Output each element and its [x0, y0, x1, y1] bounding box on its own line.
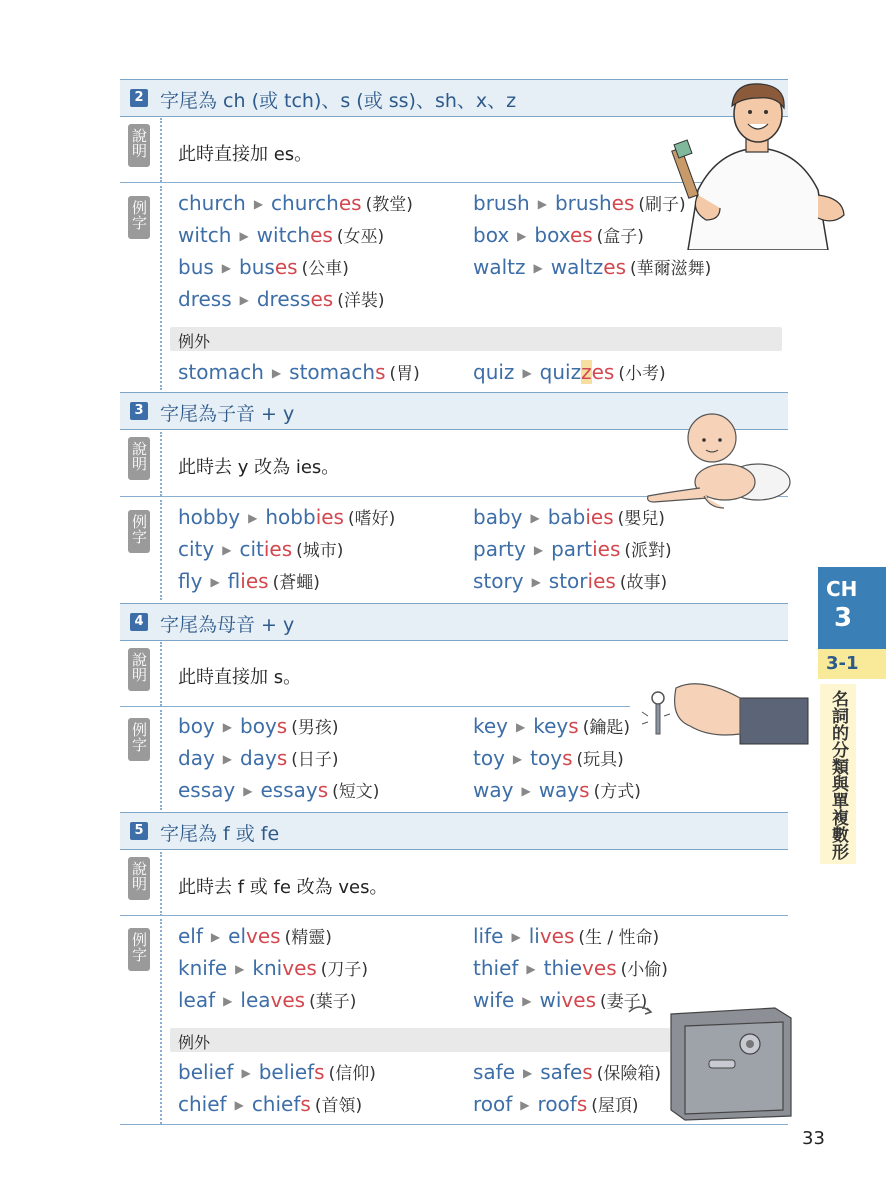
plural-suffix: es	[274, 255, 298, 279]
translation: (保險箱)	[596, 1064, 661, 1084]
exception-bar	[170, 1028, 670, 1052]
tag-text: 例字	[130, 932, 148, 962]
explanation-text: 此時直接加 es。	[178, 144, 313, 165]
dotted-divider	[160, 852, 162, 916]
plural-stem: quiz	[539, 360, 582, 384]
section-title: 字尾為 ch (或 tch)、s (或 ss)、sh、x、z	[160, 90, 517, 112]
plural-suffix: ies	[587, 569, 616, 593]
arrow-icon: ▶	[222, 543, 232, 557]
plural-suffix: ves	[270, 988, 306, 1012]
arrow-icon: ▶	[241, 1066, 251, 1080]
word-pair	[473, 955, 668, 980]
singular: key	[473, 714, 509, 738]
singular: leaf	[178, 988, 216, 1012]
word-pair	[473, 254, 711, 279]
singular: day	[178, 746, 215, 770]
singular: brush	[473, 191, 530, 215]
plural-suffix: es	[611, 191, 635, 215]
arrow-icon: ▶	[210, 575, 220, 589]
chapter-number: 3	[834, 603, 853, 633]
plural-stem: lea	[240, 988, 271, 1012]
plural-stem: safe	[540, 1060, 583, 1084]
translation: (日子)	[291, 750, 339, 770]
plural-suffix: es	[338, 191, 362, 215]
singular: story	[473, 569, 524, 593]
arrow-icon: ▶	[239, 229, 249, 243]
dotted-divider	[160, 432, 162, 496]
dotted-divider	[160, 186, 162, 390]
plural-doubled-letter: z	[581, 360, 592, 384]
translation: (信仰)	[328, 1064, 376, 1084]
dotted-divider	[160, 919, 162, 1124]
hand-holding-key-illustration	[640, 668, 812, 748]
tag-text: 說明	[130, 861, 148, 891]
plural-stem: cit	[239, 537, 264, 561]
plural-stem: witch	[256, 223, 311, 247]
plural-stem: essay	[260, 778, 318, 802]
singular: church	[178, 191, 246, 215]
dotted-divider	[160, 118, 162, 182]
plural-stem: fl	[227, 569, 241, 593]
arrow-icon: ▶	[521, 784, 531, 798]
plural-stem: day	[240, 746, 277, 770]
plural-stem: hobb	[265, 505, 316, 529]
arrow-icon: ▶	[533, 543, 544, 557]
tag-text: 例字	[130, 200, 148, 230]
word-pair	[178, 359, 420, 384]
arrow-icon: ▶	[517, 229, 527, 243]
word-pair	[178, 713, 338, 738]
plural-stem: part	[551, 537, 593, 561]
word-pair	[178, 536, 343, 561]
plural-stem: thie	[543, 956, 583, 980]
section-4-header	[120, 603, 788, 641]
plural-stem: bab	[547, 505, 586, 529]
tag-text: 例字	[130, 722, 148, 752]
arrow-icon: ▶	[253, 197, 264, 211]
word-pair	[178, 504, 395, 529]
plural-suffix: s	[576, 1092, 588, 1116]
plural-suffix: ves	[282, 956, 317, 980]
plural-suffix: ves	[539, 924, 575, 948]
row-divider	[120, 915, 788, 916]
plural-suffix: s	[276, 746, 288, 770]
safe-illustration	[605, 1000, 795, 1122]
translation: (城市)	[296, 541, 344, 561]
plural-suffix: s	[562, 746, 573, 770]
singular: toy	[473, 746, 505, 770]
word-pair	[178, 777, 379, 802]
plural-suffix: ies	[585, 505, 614, 529]
section-number: 3	[130, 402, 148, 420]
exception-label: 例外	[178, 1033, 211, 1052]
translation: (公車)	[301, 259, 349, 279]
translation: (妻子)	[599, 992, 648, 1012]
translation: (華爾滋舞)	[630, 259, 712, 279]
arrow-icon: ▶	[271, 366, 282, 380]
arrow-icon: ▶	[512, 752, 523, 766]
singular: dress	[178, 287, 232, 311]
word-pair	[473, 190, 686, 215]
plural-suffix: es	[591, 360, 615, 384]
plural-suffix: s	[300, 1092, 311, 1116]
singular: thief	[473, 956, 519, 980]
word-pair	[473, 504, 665, 529]
translation: (女巫)	[336, 227, 385, 247]
plural-suffix: s	[579, 778, 590, 802]
singular: knife	[178, 956, 228, 980]
translation: (精靈)	[284, 928, 332, 948]
row-divider	[120, 706, 630, 707]
word-pair	[178, 923, 332, 948]
section-number: 5	[130, 822, 148, 840]
section-title: 字尾為 f 或 fe	[160, 823, 280, 845]
chapter-tab	[818, 567, 886, 649]
plural-suffix: ves	[582, 956, 617, 980]
plural-suffix: es	[310, 223, 333, 247]
translation: (屋頂)	[591, 1096, 639, 1116]
arrow-icon: ▶	[234, 1098, 244, 1112]
singular: box	[473, 223, 510, 247]
arrow-icon: ▶	[248, 511, 258, 525]
tag-text: 說明	[130, 652, 148, 682]
plural-suffix: s	[375, 360, 386, 384]
arrow-icon: ▶	[243, 784, 253, 798]
plural-suffix: ves	[246, 924, 281, 948]
section-label: 3-1	[826, 653, 859, 674]
tag-text: 例字	[130, 514, 148, 544]
explanation-text: 此時去 f 或 fe 改為 ves。	[178, 877, 388, 898]
word-pair	[178, 987, 356, 1012]
explanation-text: 此時直接加 s。	[178, 667, 302, 688]
plural-stem: belief	[258, 1060, 315, 1084]
translation: (派對)	[624, 541, 672, 561]
plural-stem: bus	[239, 255, 275, 279]
arrow-icon: ▶	[222, 720, 233, 734]
arrow-icon: ▶	[526, 962, 536, 976]
explain-tag	[128, 648, 150, 691]
arrow-icon: ▶	[537, 197, 547, 211]
plural-suffix: s	[568, 714, 579, 738]
plural-stem: waltz	[550, 255, 604, 279]
plural-stem: dress	[256, 287, 311, 311]
singular: waltz	[473, 255, 526, 279]
plural-suffix: s	[314, 1060, 325, 1084]
tag-text: 說明	[130, 128, 148, 158]
singular: belief	[178, 1060, 234, 1084]
word-pair	[473, 359, 666, 384]
translation: (葉子)	[309, 992, 357, 1012]
plural-stem: key	[533, 714, 569, 738]
page-number: 33	[802, 1128, 825, 1149]
example-tag	[128, 928, 150, 971]
arrow-icon: ▶	[522, 366, 532, 380]
singular: baby	[473, 505, 523, 529]
translation: (故事)	[619, 573, 668, 593]
word-pair	[178, 222, 384, 247]
plural-suffix: ies	[592, 537, 621, 561]
arrow-icon: ▶	[530, 511, 540, 525]
translation: (嗜好)	[347, 509, 396, 529]
singular: bus	[178, 255, 214, 279]
singular: quiz	[473, 360, 515, 384]
word-pair	[178, 955, 368, 980]
crawling-baby-illustration	[640, 410, 800, 515]
section-title: 字尾為母音 + y	[160, 614, 295, 636]
explain-tag	[128, 437, 150, 480]
arrow-icon: ▶	[222, 752, 233, 766]
plural-stem: stor	[548, 569, 588, 593]
word-pair	[473, 923, 659, 948]
plural-stem: stomach	[289, 360, 376, 384]
plural-suffix: ies	[315, 505, 344, 529]
plural-suffix: s	[317, 778, 329, 802]
section-title: 字尾為子音 + y	[160, 403, 295, 425]
translation: (嬰兒)	[617, 509, 665, 529]
word-pair	[473, 536, 672, 561]
word-pair	[178, 190, 413, 215]
singular: hobby	[178, 505, 241, 529]
translation: (首領)	[314, 1096, 363, 1116]
arrow-icon: ▶	[235, 962, 245, 976]
arrow-icon: ▶	[522, 994, 532, 1008]
arrow-icon: ▶	[239, 293, 249, 307]
section-number: 2	[130, 89, 148, 107]
plural-stem: roof	[537, 1092, 577, 1116]
word-pair	[473, 745, 624, 770]
translation: (男孩)	[291, 718, 339, 738]
section-5-header	[120, 812, 788, 850]
word-pair	[473, 777, 641, 802]
word-pair	[178, 1091, 362, 1116]
plural-suffix: es	[310, 287, 334, 311]
translation: (小考)	[618, 364, 666, 384]
bottom-rule	[120, 1124, 788, 1125]
word-pair	[178, 254, 349, 279]
section-tab	[818, 649, 886, 679]
arrow-icon: ▶	[531, 575, 541, 589]
singular: witch	[178, 223, 232, 247]
translation: (方式)	[593, 782, 641, 802]
word-pair	[473, 222, 644, 247]
example-tag	[128, 510, 150, 553]
singular: chief	[178, 1092, 227, 1116]
translation: (短文)	[332, 782, 380, 802]
arrow-icon: ▶	[210, 930, 221, 944]
plural-stem: el	[228, 924, 247, 948]
translation: (教堂)	[365, 195, 413, 215]
arrow-icon: ▶	[511, 930, 521, 944]
plural-suffix: s	[276, 714, 288, 738]
singular: essay	[178, 778, 236, 802]
plural-suffix: es	[569, 223, 593, 247]
plural-stem: boy	[240, 714, 277, 738]
plural-suffix: ves	[561, 988, 596, 1012]
translation: (鑰匙)	[582, 718, 630, 738]
singular: fly	[178, 569, 203, 593]
singular: life	[473, 924, 504, 948]
singular: party	[473, 537, 526, 561]
explanation-text: 此時去 y 改為 ies。	[178, 457, 340, 478]
explain-tag	[128, 857, 150, 900]
plural-stem: church	[271, 191, 339, 215]
plural-stem: wi	[539, 988, 562, 1012]
example-tag	[128, 196, 150, 239]
plural-stem: kni	[252, 956, 283, 980]
word-pair	[178, 568, 320, 593]
singular: stomach	[178, 360, 264, 384]
translation: (蒼蠅)	[272, 573, 320, 593]
arrow-icon: ▶	[520, 1098, 530, 1112]
dotted-divider	[160, 710, 162, 810]
plural-suffix: ies	[240, 569, 269, 593]
exception-bar	[170, 327, 782, 351]
arrow-icon: ▶	[533, 261, 543, 275]
dotted-divider	[160, 500, 162, 600]
chapter-label: CH	[826, 577, 858, 601]
translation: (盒子)	[596, 227, 644, 247]
plural-stem: chief	[251, 1092, 301, 1116]
painter-man-illustration	[668, 80, 848, 250]
translation: (洋裝)	[337, 291, 385, 311]
singular: city	[178, 537, 215, 561]
singular: wife	[473, 988, 515, 1012]
plural-stem: toy	[530, 746, 563, 770]
word-pair	[473, 568, 667, 593]
explain-tag	[128, 124, 150, 167]
translation: (刷子)	[638, 195, 686, 215]
exception-label: 例外	[178, 332, 211, 351]
translation: (刀子)	[320, 960, 369, 980]
plural-stem: brush	[554, 191, 612, 215]
singular: boy	[178, 714, 215, 738]
plural-stem: li	[528, 924, 540, 948]
dotted-divider	[160, 642, 162, 706]
arrow-icon: ▶	[516, 720, 526, 734]
singular: elf	[178, 924, 203, 948]
singular: roof	[473, 1092, 513, 1116]
word-pair	[178, 745, 339, 770]
arrow-icon: ▶	[223, 994, 233, 1008]
word-pair	[178, 286, 384, 311]
singular: safe	[473, 1060, 516, 1084]
section-number: 4	[130, 613, 148, 631]
word-pair	[178, 1059, 376, 1084]
singular: way	[473, 778, 514, 802]
plural-suffix: ies	[263, 537, 293, 561]
plural-suffix: s	[582, 1060, 593, 1084]
tag-text: 說明	[130, 441, 148, 471]
plural-stem: way	[538, 778, 580, 802]
arrow-icon: ▶	[221, 261, 232, 275]
word-pair	[473, 713, 630, 738]
translation: (胃)	[389, 364, 420, 384]
example-tag	[128, 718, 150, 761]
translation: (生 / 性命)	[578, 928, 660, 948]
arrow-icon: ▶	[523, 1066, 533, 1080]
translation: (小偷)	[620, 960, 668, 980]
translation: (玩具)	[576, 750, 624, 770]
plural-stem: box	[534, 223, 570, 247]
chapter-title: 名詞的分類與單複數形	[820, 684, 856, 864]
plural-suffix: es	[603, 255, 626, 279]
